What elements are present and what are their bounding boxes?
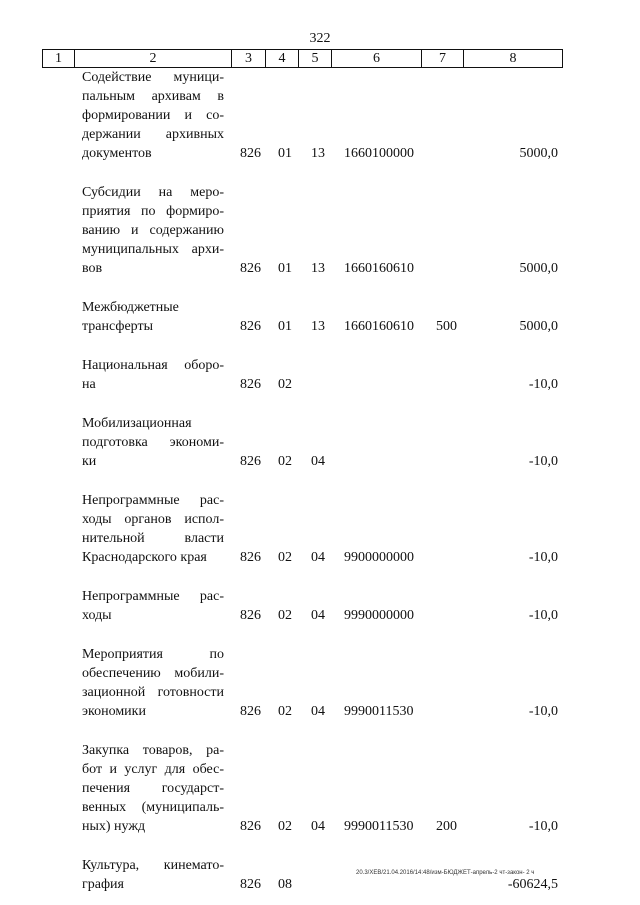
row-cell-c4: 01 — [278, 319, 292, 334]
column-header-4: 4 — [266, 50, 299, 68]
row-name-line: Закупка товаров, ра- — [82, 743, 224, 758]
row-name-line: ходы — [82, 608, 112, 623]
table-row — [0, 587, 640, 625]
row-cell-c5: 04 — [311, 608, 325, 623]
row-name — [82, 645, 224, 721]
row-cell-c3: 826 — [240, 704, 261, 719]
row-cell-c4: 08 — [278, 877, 292, 892]
row-cell-c3: 826 — [240, 819, 261, 834]
column-header-6: 6 — [332, 50, 422, 68]
row-cell-c5: 04 — [311, 454, 325, 469]
row-name — [82, 856, 224, 894]
row-name-line: вов — [82, 261, 103, 276]
row-cell-c5: 13 — [311, 261, 325, 276]
row-name-line: печения государст- — [82, 781, 224, 796]
row-name-line: Культура, кинемато- — [82, 858, 224, 873]
row-cell-c6: 9990000000 — [344, 608, 414, 623]
table-row — [0, 645, 640, 721]
row-name — [82, 68, 224, 163]
row-name-line: зационной готовности — [82, 685, 224, 700]
row-name-line: трансферты — [82, 319, 154, 334]
table-row — [0, 298, 640, 336]
column-header-5: 5 — [299, 50, 332, 68]
row-cell-c4: 02 — [278, 608, 292, 623]
table-row — [0, 741, 640, 836]
row-name-line: документов — [82, 146, 152, 161]
row-cell-c3: 826 — [240, 550, 261, 565]
table-row — [0, 491, 640, 567]
row-cell-c4: 02 — [278, 704, 292, 719]
row-name-line: пальным архивам в — [82, 89, 224, 104]
row-name-line: ных) нужд — [82, 819, 146, 834]
table-row — [0, 68, 640, 163]
table-row — [0, 414, 640, 471]
row-cell-c8: -10,0 — [528, 454, 558, 469]
row-cell-c4: 01 — [278, 146, 292, 161]
column-header-2: 2 — [75, 50, 232, 68]
table-row — [0, 856, 640, 894]
row-name-line: Межбюджетные — [82, 300, 179, 315]
column-header-1: 1 — [43, 50, 75, 68]
row-cell-c3: 826 — [240, 319, 261, 334]
row-name-line: бот и услуг для обес- — [82, 762, 224, 777]
column-header-3: 3 — [232, 50, 266, 68]
footer-file-stamp: 20.3/ХЕВ/21.04.2016/14:48/изм-БЮДЖЕТ-апрель-2 чт-закон- 2 ч — [356, 870, 535, 876]
row-cell-c6: 9990011530 — [344, 819, 414, 834]
row-name-line: графия — [82, 877, 124, 892]
row-cell-c3: 826 — [240, 608, 261, 623]
row-cell-c8: 5000,0 — [519, 146, 558, 161]
row-name-line: Краснодарского края — [82, 550, 207, 565]
row-name-line: Мероприятия по — [82, 647, 224, 662]
row-name — [82, 491, 224, 567]
row-name — [82, 183, 224, 278]
row-name-line: экономики — [82, 704, 146, 719]
row-name — [82, 298, 224, 336]
row-cell-c8: -60624,5 — [507, 877, 558, 892]
column-header-table — [42, 49, 563, 68]
row-cell-c6: 1660160610 — [344, 319, 414, 334]
row-cell-c4: 01 — [278, 261, 292, 276]
row-name — [82, 741, 224, 836]
row-name-line: обеспечению мобили- — [82, 666, 224, 681]
row-name-line: на — [82, 377, 96, 392]
row-cell-c5: 04 — [311, 704, 325, 719]
column-header-row — [43, 50, 563, 68]
row-cell-c7: 500 — [436, 319, 457, 334]
row-cell-c4: 02 — [278, 550, 292, 565]
column-header-8: 8 — [464, 50, 563, 68]
page-number: 322 — [309, 31, 331, 46]
row-cell-c5: 13 — [311, 319, 325, 334]
row-cell-c8: -10,0 — [528, 704, 558, 719]
row-cell-c8: 5000,0 — [519, 319, 558, 334]
table-row — [0, 183, 640, 278]
row-name-line: Мобилизационная — [82, 416, 192, 431]
row-cell-c7: 200 — [436, 819, 457, 834]
row-name-line: ки — [82, 454, 97, 469]
row-name-line: Содействие муници- — [82, 70, 224, 85]
row-cell-c6: 9990011530 — [344, 704, 414, 719]
row-name — [82, 414, 224, 471]
row-cell-c3: 826 — [240, 454, 261, 469]
row-name-line: Субсидии на меро- — [82, 185, 224, 200]
row-name-line: Национальная оборо- — [82, 358, 224, 373]
row-name-line: венных (муниципаль- — [82, 800, 224, 815]
row-name — [82, 587, 224, 625]
row-cell-c4: 02 — [278, 377, 292, 392]
row-cell-c3: 826 — [240, 146, 261, 161]
row-cell-c8: -10,0 — [528, 550, 558, 565]
row-cell-c5: 04 — [311, 819, 325, 834]
row-cell-c5: 04 — [311, 550, 325, 565]
row-cell-c5: 13 — [311, 146, 325, 161]
row-name-line: приятия по формиро- — [82, 204, 224, 219]
table-row — [0, 356, 640, 394]
row-name-line: нительной власти — [82, 531, 224, 546]
row-cell-c4: 02 — [278, 454, 292, 469]
row-cell-c3: 826 — [240, 377, 261, 392]
row-cell-c6: 9900000000 — [344, 550, 414, 565]
row-cell-c3: 826 — [240, 877, 261, 892]
row-cell-c8: -10,0 — [528, 608, 558, 623]
row-name-line: Непрограммные рас- — [82, 589, 224, 604]
row-name — [82, 356, 224, 394]
row-cell-c8: -10,0 — [528, 377, 558, 392]
row-name-line: Непрограммные рас- — [82, 493, 224, 508]
row-cell-c6: 1660160610 — [344, 261, 414, 276]
row-cell-c6: 1660100000 — [344, 146, 414, 161]
row-cell-c8: 5000,0 — [519, 261, 558, 276]
row-cell-c3: 826 — [240, 261, 261, 276]
row-name-line: держании архивных — [82, 127, 224, 142]
row-name-line: муниципальных архи- — [82, 242, 224, 257]
row-name-line: формировании и со- — [82, 108, 224, 123]
row-name-line: подготовка экономи- — [82, 435, 224, 450]
column-header-7: 7 — [422, 50, 464, 68]
row-name-line: ванию и содержанию — [82, 223, 224, 238]
row-cell-c4: 02 — [278, 819, 292, 834]
row-cell-c8: -10,0 — [528, 819, 558, 834]
row-name-line: ходы органов испол- — [82, 512, 224, 527]
